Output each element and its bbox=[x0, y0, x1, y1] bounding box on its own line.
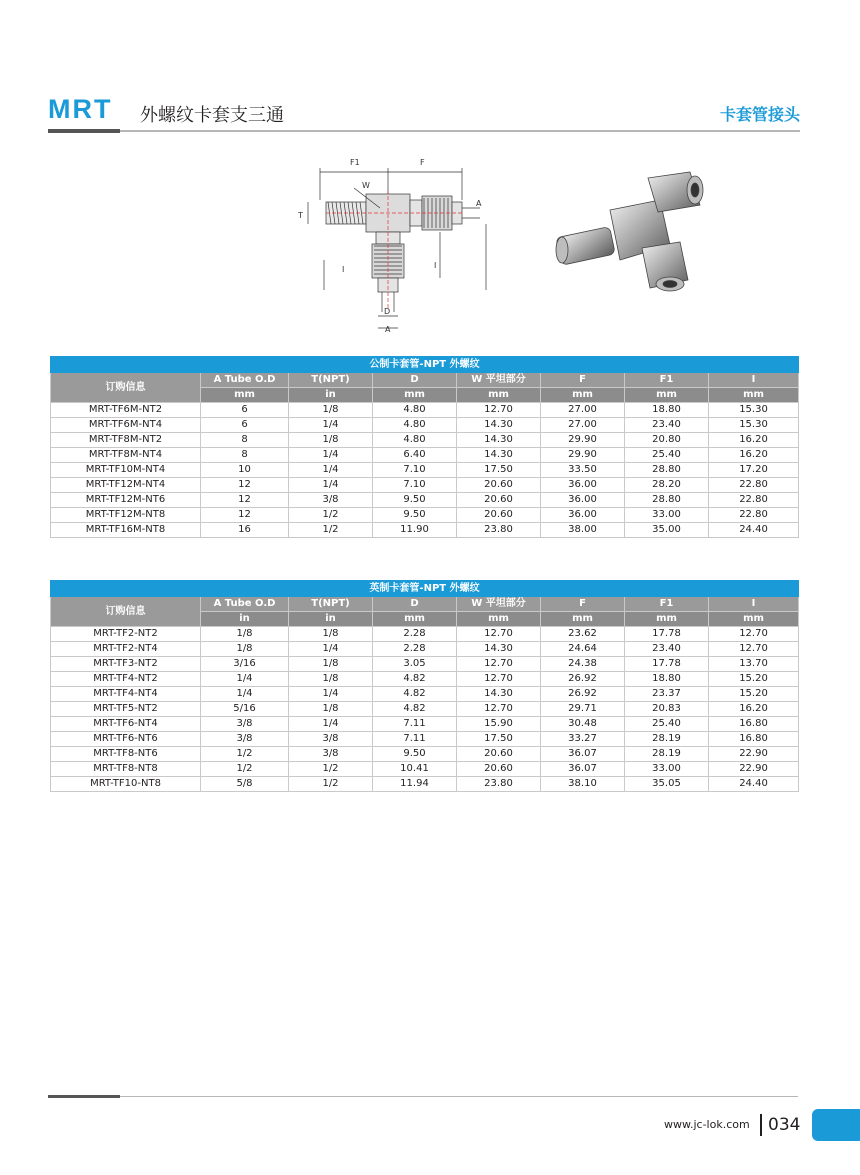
value-cell: 1/4 bbox=[289, 687, 373, 702]
value-cell: 20.83 bbox=[625, 702, 709, 717]
value-cell: 1/8 bbox=[289, 672, 373, 687]
table-row bbox=[51, 777, 799, 792]
value-cell: 7.10 bbox=[373, 463, 457, 478]
table-row bbox=[51, 493, 799, 508]
unit-cell: mm bbox=[541, 388, 625, 403]
label-t: T bbox=[298, 211, 303, 220]
value-cell: 3/8 bbox=[289, 747, 373, 762]
value-cell: 3/16 bbox=[201, 657, 289, 672]
order-code-cell: MRT-TF4-NT4 bbox=[51, 687, 201, 702]
value-cell: 23.37 bbox=[625, 687, 709, 702]
value-cell: 24.38 bbox=[541, 657, 625, 672]
header-rule bbox=[48, 130, 800, 132]
col-i: I bbox=[709, 373, 799, 388]
value-cell: 10 bbox=[201, 463, 289, 478]
value-cell: 36.00 bbox=[541, 478, 625, 493]
technical-drawing bbox=[290, 150, 500, 335]
unit-cell: mm bbox=[457, 388, 541, 403]
value-cell: 36.00 bbox=[541, 508, 625, 523]
footer-url[interactable]: www.jc-lok.com bbox=[664, 1118, 750, 1131]
table-row bbox=[51, 687, 799, 702]
value-cell: 14.30 bbox=[457, 448, 541, 463]
value-cell: 4.82 bbox=[373, 687, 457, 702]
col-f: F bbox=[541, 597, 625, 612]
value-cell: 1/8 bbox=[289, 702, 373, 717]
order-code-cell: MRT-TF2-NT4 bbox=[51, 642, 201, 657]
order-code-cell: MRT-TF8-NT6 bbox=[51, 747, 201, 762]
value-cell: 2.28 bbox=[373, 627, 457, 642]
value-cell: 14.30 bbox=[457, 687, 541, 702]
value-cell: 22.80 bbox=[709, 508, 799, 523]
value-cell: 16.20 bbox=[709, 702, 799, 717]
value-cell: 1/4 bbox=[201, 672, 289, 687]
table-row bbox=[51, 523, 799, 538]
order-code-cell: MRT-TF6M-NT2 bbox=[51, 403, 201, 418]
header-rule-accent bbox=[48, 129, 120, 133]
col-a: A Tube O.D bbox=[201, 597, 289, 612]
value-cell: 15.90 bbox=[457, 717, 541, 732]
col-w: W 平坦部分 bbox=[457, 373, 541, 388]
value-cell: 17.50 bbox=[457, 732, 541, 747]
col-w: W 平坦部分 bbox=[457, 597, 541, 612]
value-cell: 4.82 bbox=[373, 702, 457, 717]
value-cell: 22.90 bbox=[709, 762, 799, 777]
value-cell: 16 bbox=[201, 523, 289, 538]
value-cell: 28.20 bbox=[625, 478, 709, 493]
value-cell: 18.80 bbox=[625, 672, 709, 687]
label-f1: F1 bbox=[350, 158, 360, 167]
value-cell: 38.00 bbox=[541, 523, 625, 538]
value-cell: 4.80 bbox=[373, 403, 457, 418]
value-cell: 10.41 bbox=[373, 762, 457, 777]
value-cell: 4.80 bbox=[373, 433, 457, 448]
value-cell: 6.40 bbox=[373, 448, 457, 463]
value-cell: 15.30 bbox=[709, 403, 799, 418]
value-cell: 12.70 bbox=[457, 657, 541, 672]
value-cell: 23.40 bbox=[625, 642, 709, 657]
label-w: W bbox=[362, 181, 370, 190]
table-row bbox=[51, 478, 799, 493]
value-cell: 4.80 bbox=[373, 418, 457, 433]
value-cell: 22.90 bbox=[709, 747, 799, 762]
order-code-cell: MRT-TF6-NT4 bbox=[51, 717, 201, 732]
value-cell: 1/2 bbox=[201, 747, 289, 762]
value-cell: 22.80 bbox=[709, 478, 799, 493]
table-row bbox=[51, 627, 799, 642]
value-cell: 9.50 bbox=[373, 508, 457, 523]
value-cell: 11.90 bbox=[373, 523, 457, 538]
unit-cell: in bbox=[289, 388, 373, 403]
value-cell: 1/2 bbox=[289, 523, 373, 538]
value-cell: 36.07 bbox=[541, 747, 625, 762]
value-cell: 12 bbox=[201, 493, 289, 508]
col-d: D bbox=[373, 597, 457, 612]
table-row bbox=[51, 642, 799, 657]
order-code-cell: MRT-TF10-NT8 bbox=[51, 777, 201, 792]
unit-cell: in bbox=[201, 612, 289, 627]
value-cell: 12.70 bbox=[457, 627, 541, 642]
col-f1: F1 bbox=[625, 597, 709, 612]
value-cell: 33.00 bbox=[625, 508, 709, 523]
value-cell: 5/16 bbox=[201, 702, 289, 717]
value-cell: 1/4 bbox=[289, 418, 373, 433]
col-t: T(NPT) bbox=[289, 597, 373, 612]
value-cell: 1/8 bbox=[289, 657, 373, 672]
value-cell: 27.00 bbox=[541, 418, 625, 433]
value-cell: 16.80 bbox=[709, 732, 799, 747]
metric-spec-table bbox=[50, 356, 799, 538]
value-cell: 33.27 bbox=[541, 732, 625, 747]
value-cell: 36.00 bbox=[541, 493, 625, 508]
value-cell: 6 bbox=[201, 403, 289, 418]
value-cell: 33.00 bbox=[625, 762, 709, 777]
unit-cell: mm bbox=[457, 612, 541, 627]
value-cell: 12 bbox=[201, 478, 289, 493]
value-cell: 1/8 bbox=[289, 627, 373, 642]
table-row bbox=[51, 717, 799, 732]
col-order: 订购信息 bbox=[51, 373, 201, 403]
footer-rule bbox=[48, 1096, 798, 1097]
order-code-cell: MRT-TF10M-NT4 bbox=[51, 463, 201, 478]
value-cell: 17.78 bbox=[625, 627, 709, 642]
value-cell: 1/2 bbox=[289, 508, 373, 523]
value-cell: 36.07 bbox=[541, 762, 625, 777]
value-cell: 12.70 bbox=[457, 702, 541, 717]
value-cell: 1/2 bbox=[201, 762, 289, 777]
value-cell: 16.20 bbox=[709, 448, 799, 463]
table-row bbox=[51, 672, 799, 687]
value-cell: 28.19 bbox=[625, 732, 709, 747]
value-cell: 27.00 bbox=[541, 403, 625, 418]
value-cell: 7.11 bbox=[373, 717, 457, 732]
label-f: F bbox=[420, 158, 425, 167]
value-cell: 3/8 bbox=[201, 717, 289, 732]
value-cell: 14.30 bbox=[457, 433, 541, 448]
value-cell: 20.60 bbox=[457, 478, 541, 493]
value-cell: 16.20 bbox=[709, 433, 799, 448]
value-cell: 20.60 bbox=[457, 747, 541, 762]
value-cell: 12.70 bbox=[457, 403, 541, 418]
unit-cell: mm bbox=[373, 612, 457, 627]
value-cell: 23.40 bbox=[625, 418, 709, 433]
value-cell: 2.28 bbox=[373, 642, 457, 657]
value-cell: 28.80 bbox=[625, 493, 709, 508]
value-cell: 12.70 bbox=[709, 642, 799, 657]
order-code-cell: MRT-TF6-NT6 bbox=[51, 732, 201, 747]
value-cell: 26.92 bbox=[541, 687, 625, 702]
value-cell: 4.82 bbox=[373, 672, 457, 687]
unit-cell: in bbox=[289, 612, 373, 627]
order-code-cell: MRT-TF8M-NT2 bbox=[51, 433, 201, 448]
value-cell: 25.40 bbox=[625, 717, 709, 732]
unit-cell: mm bbox=[709, 612, 799, 627]
value-cell: 23.80 bbox=[457, 523, 541, 538]
table-row bbox=[51, 747, 799, 762]
order-code-cell: MRT-TF16M-NT8 bbox=[51, 523, 201, 538]
order-code-cell: MRT-TF12M-NT8 bbox=[51, 508, 201, 523]
brand-logo: MRT bbox=[48, 94, 113, 124]
category-label: 卡套管接头 bbox=[719, 105, 800, 124]
value-cell: 1/4 bbox=[201, 687, 289, 702]
order-code-cell: MRT-TF12M-NT6 bbox=[51, 493, 201, 508]
value-cell: 23.80 bbox=[457, 777, 541, 792]
page-title: 外螺纹卡套支三通 bbox=[140, 105, 284, 126]
table-row bbox=[51, 508, 799, 523]
value-cell: 29.90 bbox=[541, 448, 625, 463]
label-a-right: A bbox=[476, 199, 482, 208]
product-photo bbox=[550, 170, 710, 300]
label-a-bottom: A bbox=[385, 325, 391, 334]
value-cell: 17.50 bbox=[457, 463, 541, 478]
value-cell: 28.19 bbox=[625, 747, 709, 762]
value-cell: 33.50 bbox=[541, 463, 625, 478]
value-cell: 15.20 bbox=[709, 687, 799, 702]
value-cell: 1/4 bbox=[289, 448, 373, 463]
page-number: 034 bbox=[760, 1114, 800, 1136]
value-cell: 3/8 bbox=[289, 493, 373, 508]
value-cell: 5/8 bbox=[201, 777, 289, 792]
value-cell: 25.40 bbox=[625, 448, 709, 463]
table-row bbox=[51, 463, 799, 478]
value-cell: 38.10 bbox=[541, 777, 625, 792]
value-cell: 14.30 bbox=[457, 642, 541, 657]
value-cell: 30.48 bbox=[541, 717, 625, 732]
value-cell: 3.05 bbox=[373, 657, 457, 672]
value-cell: 24.64 bbox=[541, 642, 625, 657]
value-cell: 6 bbox=[201, 418, 289, 433]
value-cell: 17.78 bbox=[625, 657, 709, 672]
imperial-table-caption: 英制卡套管-NPT 外螺纹 bbox=[51, 581, 799, 597]
value-cell: 1/4 bbox=[289, 463, 373, 478]
unit-cell: mm bbox=[201, 388, 289, 403]
value-cell: 1/2 bbox=[289, 762, 373, 777]
label-i-right: I bbox=[434, 261, 437, 270]
order-code-cell: MRT-TF3-NT2 bbox=[51, 657, 201, 672]
value-cell: 1/4 bbox=[289, 642, 373, 657]
value-cell: 8 bbox=[201, 448, 289, 463]
order-code-cell: MRT-TF12M-NT4 bbox=[51, 478, 201, 493]
label-i-left: I bbox=[342, 265, 345, 274]
col-order: 订购信息 bbox=[51, 597, 201, 627]
value-cell: 14.30 bbox=[457, 418, 541, 433]
footer-rule-accent bbox=[48, 1095, 120, 1098]
col-a: A Tube O.D bbox=[201, 373, 289, 388]
unit-cell: mm bbox=[373, 388, 457, 403]
page-tab bbox=[812, 1109, 860, 1141]
table-row bbox=[51, 448, 799, 463]
value-cell: 3/8 bbox=[201, 732, 289, 747]
table-row bbox=[51, 403, 799, 418]
order-code-cell: MRT-TF8-NT8 bbox=[51, 762, 201, 777]
order-code-cell: MRT-TF6M-NT4 bbox=[51, 418, 201, 433]
value-cell: 7.10 bbox=[373, 478, 457, 493]
value-cell: 18.80 bbox=[625, 403, 709, 418]
value-cell: 24.40 bbox=[709, 777, 799, 792]
value-cell: 22.80 bbox=[709, 493, 799, 508]
col-t: T(NPT) bbox=[289, 373, 373, 388]
table-row bbox=[51, 657, 799, 672]
value-cell: 16.80 bbox=[709, 717, 799, 732]
order-code-cell: MRT-TF8M-NT4 bbox=[51, 448, 201, 463]
col-f: F bbox=[541, 373, 625, 388]
metric-table-caption: 公制卡套管-NPT 外螺纹 bbox=[51, 357, 799, 373]
value-cell: 1/8 bbox=[201, 627, 289, 642]
value-cell: 1/8 bbox=[201, 642, 289, 657]
value-cell: 20.60 bbox=[457, 762, 541, 777]
page-header bbox=[48, 94, 800, 130]
imperial-spec-table bbox=[50, 580, 799, 792]
value-cell: 35.00 bbox=[625, 523, 709, 538]
label-d: D bbox=[384, 307, 391, 316]
order-code-cell: MRT-TF4-NT2 bbox=[51, 672, 201, 687]
value-cell: 1/4 bbox=[289, 717, 373, 732]
value-cell: 23.62 bbox=[541, 627, 625, 642]
value-cell: 12.70 bbox=[709, 627, 799, 642]
table-row bbox=[51, 732, 799, 747]
value-cell: 15.20 bbox=[709, 672, 799, 687]
value-cell: 20.60 bbox=[457, 493, 541, 508]
order-code-cell: MRT-TF5-NT2 bbox=[51, 702, 201, 717]
value-cell: 24.40 bbox=[709, 523, 799, 538]
value-cell: 35.05 bbox=[625, 777, 709, 792]
value-cell: 1/2 bbox=[289, 777, 373, 792]
value-cell: 9.50 bbox=[373, 747, 457, 762]
table-row bbox=[51, 433, 799, 448]
value-cell: 7.11 bbox=[373, 732, 457, 747]
table-row bbox=[51, 702, 799, 717]
value-cell: 1/8 bbox=[289, 433, 373, 448]
value-cell: 13.70 bbox=[709, 657, 799, 672]
unit-cell: mm bbox=[541, 612, 625, 627]
value-cell: 28.80 bbox=[625, 463, 709, 478]
col-i: I bbox=[709, 597, 799, 612]
value-cell: 17.20 bbox=[709, 463, 799, 478]
unit-cell: mm bbox=[709, 388, 799, 403]
value-cell: 3/8 bbox=[289, 732, 373, 747]
value-cell: 20.60 bbox=[457, 508, 541, 523]
col-d: D bbox=[373, 373, 457, 388]
value-cell: 1/4 bbox=[289, 478, 373, 493]
value-cell: 29.71 bbox=[541, 702, 625, 717]
value-cell: 29.90 bbox=[541, 433, 625, 448]
col-f1: F1 bbox=[625, 373, 709, 388]
value-cell: 8 bbox=[201, 433, 289, 448]
table-row bbox=[51, 762, 799, 777]
value-cell: 11.94 bbox=[373, 777, 457, 792]
value-cell: 20.80 bbox=[625, 433, 709, 448]
value-cell: 12.70 bbox=[457, 672, 541, 687]
unit-cell: mm bbox=[625, 388, 709, 403]
value-cell: 26.92 bbox=[541, 672, 625, 687]
table-row bbox=[51, 418, 799, 433]
value-cell: 1/8 bbox=[289, 403, 373, 418]
order-code-cell: MRT-TF2-NT2 bbox=[51, 627, 201, 642]
unit-cell: mm bbox=[625, 612, 709, 627]
value-cell: 12 bbox=[201, 508, 289, 523]
value-cell: 9.50 bbox=[373, 493, 457, 508]
value-cell: 15.30 bbox=[709, 418, 799, 433]
